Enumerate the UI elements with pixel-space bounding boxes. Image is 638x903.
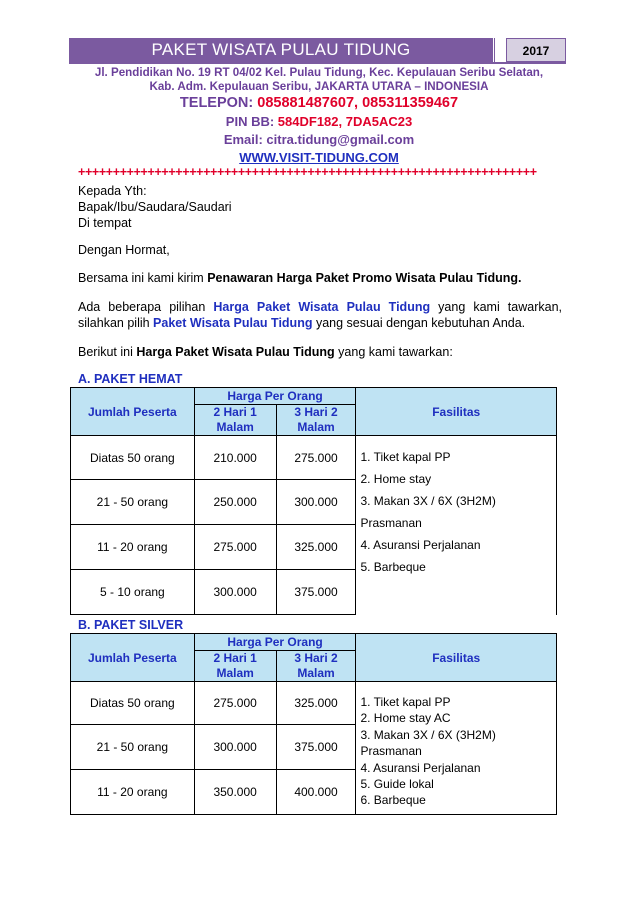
participants-cell: 11 - 20 orang <box>71 525 195 570</box>
table-row <box>71 682 557 725</box>
facility-item: 4. Asuransi Perjalanan <box>360 538 481 552</box>
price-3d-cell: 375.000 <box>276 570 356 615</box>
doc-title: PAKET WISATA PULAU TIDUNG <box>69 38 493 62</box>
price-2d-cell: 275.000 <box>194 682 276 725</box>
recipient-line-3: Di tempat <box>78 216 132 230</box>
facility-item: 5. Guide lokal <box>360 777 434 792</box>
facility-item: 4. Asuransi Perjalanan <box>360 760 481 775</box>
p3-bold: Harga Paket Wisata Pulau Tidung <box>136 345 335 359</box>
header-price: Harga Per Orang <box>194 634 356 651</box>
header-2d1n <box>194 651 276 682</box>
price-2d-cell: 275.000 <box>194 525 276 570</box>
recipient-block <box>78 183 562 231</box>
header-price: Harga Per Orang <box>194 388 356 405</box>
p2-highlight-1: Harga Paket Wisata Pulau Tidung <box>213 300 431 314</box>
header-2d1n-line2: Malam <box>216 420 254 434</box>
p2-highlight-2: Paket Wisata Pulau Tidung <box>153 316 313 330</box>
facilities-list <box>356 436 557 615</box>
p3-text-a: Berikut ini <box>78 345 137 359</box>
website-link[interactable]: WWW.VISIT-TIDUNG.COM <box>239 150 399 165</box>
p1-bold: Penawaran Harga Paket Promo Wisata Pulau Tidung. <box>207 271 522 285</box>
price-3d-cell: 300.000 <box>276 480 356 525</box>
greeting: Dengan Hormat, <box>78 243 170 257</box>
divider-plus: ++++++++++++++++++++++++++++++++++++++++++++++++++++++++++++++++++ <box>78 165 537 179</box>
participants-cell: 5 - 10 orang <box>71 570 195 615</box>
participants-cell: 21 - 50 orang <box>71 725 195 770</box>
header-3d2n <box>276 651 356 682</box>
header-2d1n <box>194 405 276 436</box>
p1-text: Bersama ini kami kirim <box>78 271 208 285</box>
participants-cell: 11 - 20 orang <box>71 770 195 815</box>
header-facilities: Fasilitas <box>356 634 557 682</box>
pin-value: 584DF182, 7DA5AC23 <box>277 114 413 129</box>
header-participants: Jumlah Peserta <box>71 388 195 436</box>
header-3d2n <box>276 405 356 436</box>
pin-label: PIN BB: <box>225 114 275 129</box>
facility-item: 2. Home stay <box>360 472 432 486</box>
facility-item: Prasmanan <box>360 744 422 759</box>
price-2d-cell: 300.000 <box>194 725 276 770</box>
recipient-line-2: Bapak/Ibu/Saudara/Saudari <box>78 200 232 214</box>
header-facilities: Fasilitas <box>356 388 557 436</box>
doc-year: 2017 <box>506 38 566 62</box>
header-2d1n-line1: 2 Hari 1 <box>213 651 257 665</box>
facility-item: 3. Makan 3X / 6X (3H2M) <box>360 494 496 508</box>
facility-item: 1. Tiket kapal PP <box>360 695 451 709</box>
header-3d2n-line1: 3 Hari 2 <box>294 405 338 419</box>
paragraph-1 <box>78 270 562 286</box>
price-3d-cell: 275.000 <box>276 436 356 480</box>
participants-cell: 21 - 50 orang <box>71 480 195 525</box>
facility-item: 3. Makan 3X / 6X (3H2M) <box>360 727 496 742</box>
facility-item: 6. Barbeque <box>360 793 426 808</box>
table-hemat <box>70 387 557 615</box>
header-2d1n-line2: Malam <box>216 666 254 680</box>
price-2d-cell: 350.000 <box>194 770 276 815</box>
recipient-line-1: Kepada Yth: <box>78 184 147 198</box>
price-3d-cell: 325.000 <box>276 525 356 570</box>
address-line-2: Kab. Adm. Kepulauan Seribu, JAKARTA UTARA – INDONESIA <box>149 80 489 93</box>
phone-line <box>60 94 578 112</box>
section-title-hemat: A. PAKET HEMAT <box>78 372 183 386</box>
p2-text-b: yang kami tawarkan, silahkan pilih <box>78 300 562 330</box>
price-2d-cell: 300.000 <box>194 570 276 615</box>
header-2d1n-line1: 2 Hari 1 <box>213 405 257 419</box>
email-line[interactable]: Email: citra.tidung@gmail.com <box>223 132 415 147</box>
p3-text-b: yang kami tawarkan: <box>334 345 453 359</box>
address-line-1: Jl. Pendidikan No. 19 RT 04/02 Kel. Pulau Tidung, Kec. Kepulauan Seribu Selatan, <box>94 66 544 79</box>
section-title-silver: B. PAKET SILVER <box>78 618 184 632</box>
facility-item: Prasmanan <box>360 516 422 530</box>
phone-label: TELEPON: <box>179 95 254 111</box>
price-2d-cell: 210.000 <box>194 436 276 480</box>
header-3d2n-line2: Malam <box>297 666 335 680</box>
table-header-row <box>71 634 557 651</box>
address-block <box>60 66 578 94</box>
header-rule <box>69 62 566 64</box>
table-header-row <box>71 388 557 405</box>
p2-text-a: Ada beberapa pilihan <box>78 300 214 314</box>
price-3d-cell: 400.000 <box>276 770 356 815</box>
price-3d-cell: 375.000 <box>276 725 356 770</box>
p2-text-c: yang sesuai dengan kebutuhan Anda. <box>312 316 526 330</box>
header-3d2n-line1: 3 Hari 2 <box>294 651 338 665</box>
price-2d-cell: 250.000 <box>194 480 276 525</box>
price-3d-cell: 325.000 <box>276 682 356 725</box>
table-row <box>71 436 557 480</box>
facility-item: 5. Barbeque <box>360 560 426 574</box>
facilities-list <box>356 682 557 815</box>
paragraph-3 <box>78 344 562 360</box>
facility-item: 2. Home stay AC <box>360 711 451 726</box>
table-silver <box>70 633 557 815</box>
participants-cell: Diatas 50 orang <box>71 682 195 725</box>
participants-cell: Diatas 50 orang <box>71 436 195 480</box>
phone-value: 085881487607, 085311359467 <box>257 95 459 111</box>
header-participants: Jumlah Peserta <box>71 634 195 682</box>
facility-item: 1. Tiket kapal PP <box>360 450 451 464</box>
pin-line <box>60 113 578 130</box>
paragraph-2 <box>78 299 562 331</box>
header-3d2n-line2: Malam <box>297 420 335 434</box>
